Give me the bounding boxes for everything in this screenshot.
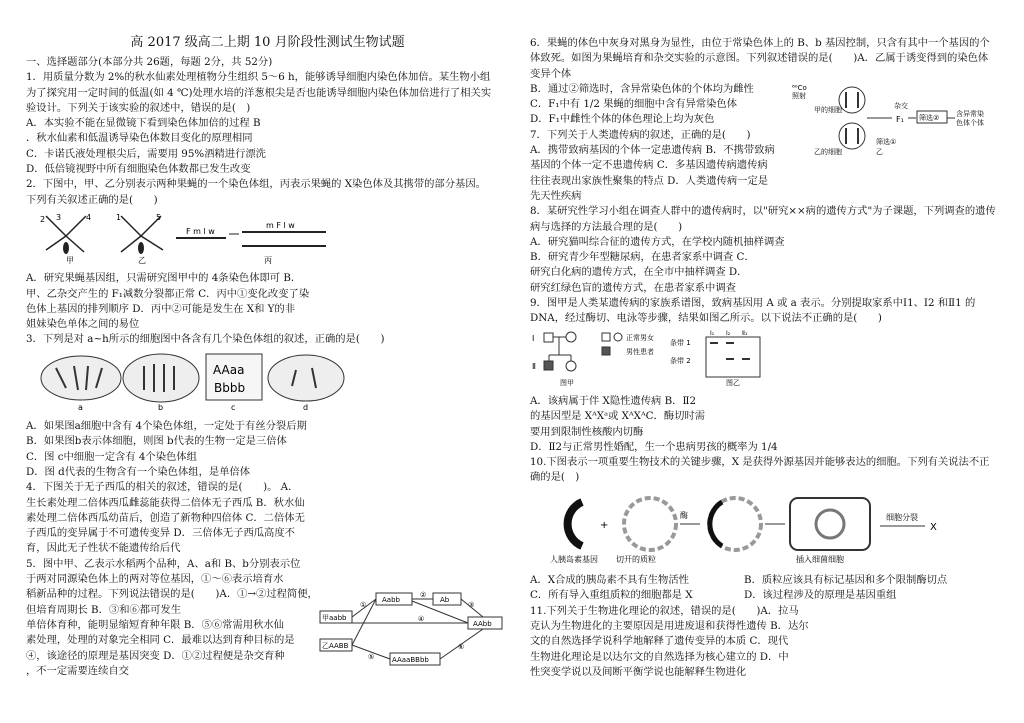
q5-breeding-figure: [318, 589, 508, 674]
left-column: [26, 34, 509, 679]
svg-text:条带 1: 条带 1: [670, 338, 691, 347]
svg-text:c: c: [231, 402, 236, 412]
svg-text:含异常染: 含异常染: [956, 110, 984, 118]
svg-text:男性患者: 男性患者: [626, 347, 654, 356]
page-title: 高 2017 级高二上期 10 月阶段性测试生物试题: [130, 35, 405, 50]
right-column: [530, 36, 1004, 680]
svg-text:AAaa: AAaa: [213, 362, 245, 377]
svg-text:①: ①: [360, 600, 367, 609]
question-9: 9．图甲是人类某遗传病的家族系谱图，致病基因用 A 或 a 表示。分别提取家系中Ⅰ1、Ⅰ2 和Ⅱ1 的 DNA，经过酶切、电泳等步骤，结果如图乙所示。以下说法不正确的是( ) Ⅰ Ⅱ 正常男女 男性患者 图甲 条带 1 条带 2 Ⅰ₁ Ⅰ₂ Ⅱ₁ 图乙 A．该病属于伴 X隐性遗传病 B．Ⅱ2 的基因型是 XᴬXᵃ或 XᴬXᴬC．酶切时需 要用到限制性核酸内切酶 D．Ⅱ2与正常男性婚配，生一个患病男孩的概率为 1/4: [530, 296, 1004, 455]
svg-text:条带 2: 条带 2: [670, 356, 691, 365]
svg-text:+: +: [600, 519, 609, 531]
svg-text:甲aabb: 甲aabb: [322, 613, 347, 622]
svg-text:乙的细胞: 乙的细胞: [814, 148, 842, 156]
svg-text:乙: 乙: [138, 255, 146, 264]
svg-text:④: ④: [418, 614, 425, 623]
question-1: 1．用质量分数为 2%的秋水仙素处理植物分生组织 5～6 h，能够诱导细胞内染色体加倍。某生物小组 为了探究用一定时间的低温(如 4 ℃)处理水培的洋葱根尖是否也能诱导细胞内染色体加倍进行了相关实 验设计。下列关于该实验的叙述中，错误的是( ) A．本实验不能在显微镜下看到染色体加倍的过程 B ．秋水仙素和低温诱导染色体数目变化的原理相同 C．卡诺氏液处理根尖后，需要用 95%酒精进行漂洗 D．低倍镜视野中所有细胞染色体数都已发生改变: [26, 71, 492, 176]
svg-text:Ⅰ₁: Ⅰ₁: [710, 329, 715, 337]
section-heading: 一、选择题部分(本部分共 26题，每题 2分，共 52分): [26, 56, 273, 68]
svg-text:②: ②: [420, 590, 427, 599]
question-11: 11.下列关于生物进化理论的叙述，错误的是( )A．拉马 克认为生物进化的主要原因是用进废退和获得性遗传 B．达尔 文的自然选择学说科学地解释了遗传变异的本质 C．现代 生物进化理论是以达尔文的自然选择为核心建立的 D．中 性突变学说以及间断平衡学说也能解释生物进化: [530, 604, 809, 678]
svg-text:⑤: ⑤: [368, 652, 375, 661]
svg-text:4: 4: [86, 212, 92, 222]
question-4: 4．下图关于无子西瓜的相关的叙述，错误的是( )。 A． 生长素处理二倍体西瓜雌蕊能获得二倍体无子西瓜 B．秋水仙 素处理二倍体西瓜幼苗后，创造了新物种四倍体 C．二倍体无 子西瓜的变异属于不可遗传变异 D．三倍体无子西瓜高度不 育，因此无子性状不能遗传给后代: [26, 481, 305, 555]
svg-text:Bbbb: Bbbb: [214, 380, 246, 395]
question-7: 7．下列关于人类遗传病的叙述，正确的是( ) A．携带致病基因的个体一定患遗传病 B．不携带致病 基因的个体一定不患遗传病 C．多基因遗传病遗传病 往往表现出家族性聚集的特点 D．人类遗传病一定是 先天性疾病: [530, 128, 775, 202]
svg-text:F₁: F₁: [896, 115, 904, 124]
svg-text:杂交: 杂交: [894, 102, 908, 110]
svg-text:AAbb: AAbb: [473, 619, 492, 628]
svg-text:丙: 丙: [264, 255, 272, 264]
svg-text:m F l w: m F l w: [266, 220, 295, 230]
svg-text:b: b: [158, 402, 164, 412]
svg-text:乙: 乙: [876, 148, 883, 156]
question-8: 8．某研究性学习小组在调查人群中的遗传病时，以"研究××病的遗传方式"为子课题，下列调查的遗传 病与选择的方法最合理的是( ) A．研究猫叫综合征的遗传方式，在学校内随机抽样调查 B．研究青少年型糖尿病，在患者家系中调查 C． 研究白化病的遗传方式，在全市中抽样调查 D． 研究红绿色盲的遗传方式，在患者家系中调查: [530, 205, 996, 294]
svg-text:a: a: [78, 402, 83, 412]
q6-mutation-figure: [792, 78, 1002, 163]
svg-text:1: 1: [116, 212, 122, 222]
svg-text:甲: 甲: [66, 255, 74, 264]
q9-pedigree-figure: [530, 329, 1004, 392]
svg-text:Ⅱ: Ⅱ: [532, 361, 536, 371]
svg-text:酶: 酶: [680, 510, 688, 520]
svg-text:③: ③: [468, 600, 475, 609]
svg-text:2: 2: [40, 214, 46, 224]
q3-cells-figure: [26, 350, 509, 417]
question-10: 10.下图表示一项重要生物技术的关键步骤，X 是获得外源基因并能够表达的细胞。下列有关说法不正 确的是( ) + 酶 细胞分裂 X 人胰岛素基因 切开的质粒 插入细菌细胞 A．X合成的胰岛素不具有生物活性 B．质粒应该具有标记基因和多个限制酶切点 C．所有导入重组质粒的细胞都是 X D．该过程涉及的原理是基因重组: [530, 455, 1004, 603]
svg-text:⑥: ⑥: [458, 642, 465, 651]
svg-text:X: X: [930, 521, 937, 533]
svg-text:Ⅰ: Ⅰ: [532, 333, 535, 343]
svg-text:插入细菌细胞: 插入细菌细胞: [796, 554, 844, 564]
svg-text:色体个体: 色体个体: [956, 119, 984, 127]
question-5: 5．图中甲、乙表示水稻两个品种，A、a和 B、b分别表示位 于两对同源染色体上的两对等位基因，①～⑥表示培育水 稻新品种的过程。下列说法错误的是( )A．①→②过程简便，但培育周期长 B．③和⑥都可发生 单倍体育种，能明显缩短育种年限 B．⑤⑥常需用秋水仙 素处理，处理的对象完全相同 C．最难以达到育种目标的是 ④，该途径的原理是基因突变 D．①②过程便是杂交育种 ，不一定需要连续自交 甲aabb 乙AABB Aabb Ab AAbb AAaaBBbb ① ② ③ ④ ⑤ ⑥: [26, 557, 509, 679]
svg-text:乙AABB: 乙AABB: [322, 641, 349, 650]
q10-recombinant-figure: [530, 488, 1004, 571]
svg-text:筛选①: 筛选①: [876, 138, 897, 146]
svg-text:Ab: Ab: [440, 595, 450, 604]
svg-text:细胞分裂: 细胞分裂: [886, 512, 918, 522]
svg-text:Ⅱ₁: Ⅱ₁: [742, 329, 748, 337]
svg-text:图乙: 图乙: [726, 378, 740, 387]
svg-text:人胰岛素基因: 人胰岛素基因: [550, 554, 598, 564]
svg-text:F m l w: F m l w: [186, 226, 215, 236]
svg-text:筛选②: 筛选②: [919, 114, 940, 122]
q2-chromosome-figure: [26, 210, 509, 269]
svg-text:AAaaBBbb: AAaaBBbb: [392, 655, 429, 664]
svg-text:切开的质粒: 切开的质粒: [616, 554, 656, 564]
svg-text:图甲: 图甲: [560, 378, 574, 387]
svg-text:Aabb: Aabb: [382, 595, 400, 604]
question-6: 6．果蝇的体色中灰身对黑身为显性，由位于常染色体上的 B、b 基因控制，只含有其中一个基因的个 体致死。如图为果蝇培育和杂交实验的示意图。下列叙述错误的是( )A．乙属于诱变得到的染色体 变异个体 B．通过②筛选时，含异常染色体的个体均为雌性 C．F₁中有 1/2 果蝇的细胞中含有异常染色体 D．F₁中雌性个体的体色理论上均为灰色 ⁶⁰Co 照射 甲的细胞 乙的细胞 杂交 F₁ 筛选② 含异常染 色体个体 筛选① 乙: [530, 36, 1004, 128]
svg-text:⁶⁰Co: ⁶⁰Co: [792, 84, 807, 92]
svg-text:甲的细胞: 甲的细胞: [814, 106, 842, 114]
svg-text:d: d: [303, 402, 309, 412]
svg-text:5: 5: [156, 212, 162, 222]
svg-text:正常男女: 正常男女: [626, 333, 654, 342]
svg-text:3: 3: [56, 212, 62, 222]
svg-text:照射: 照射: [792, 92, 806, 100]
svg-text:Ⅰ₂: Ⅰ₂: [726, 329, 731, 337]
question-3: 3．下列是对 a~h所示的细胞图中各含有几个染色体组的叙述，正确的是( ) AAaa Bbbb a b c d A．如果图a细胞中含有 4个染色体组，一定处于有丝分裂后期 B．如果图b表示体细胞，则图 b代表的生物一定是三倍体 C．图 c中细胞一定含有 4个染色体组 D．图 d代表的生物含有一个染色体组，是单倍体: [26, 332, 509, 480]
question-2: 2．下图中，甲、乙分别表示两种果蝇的一个染色体组，丙表示果蝇的 X染色体及其携带的部分基因。 下列有关叙述正确的是( ) 2 3 4 1 5 F m l w m F l w 甲 乙 丙 A．研究果蝇基因组，只需研究图甲中的 4条染色体即可 B． 甲、乙杂交产生的 F₁减数分裂都正常 C．丙中①变化改变了染 色体上基因的排列顺序 D．丙中②可能是发生在 X和 Y的非 姐妹染色单体之间的易位: [26, 177, 509, 332]
